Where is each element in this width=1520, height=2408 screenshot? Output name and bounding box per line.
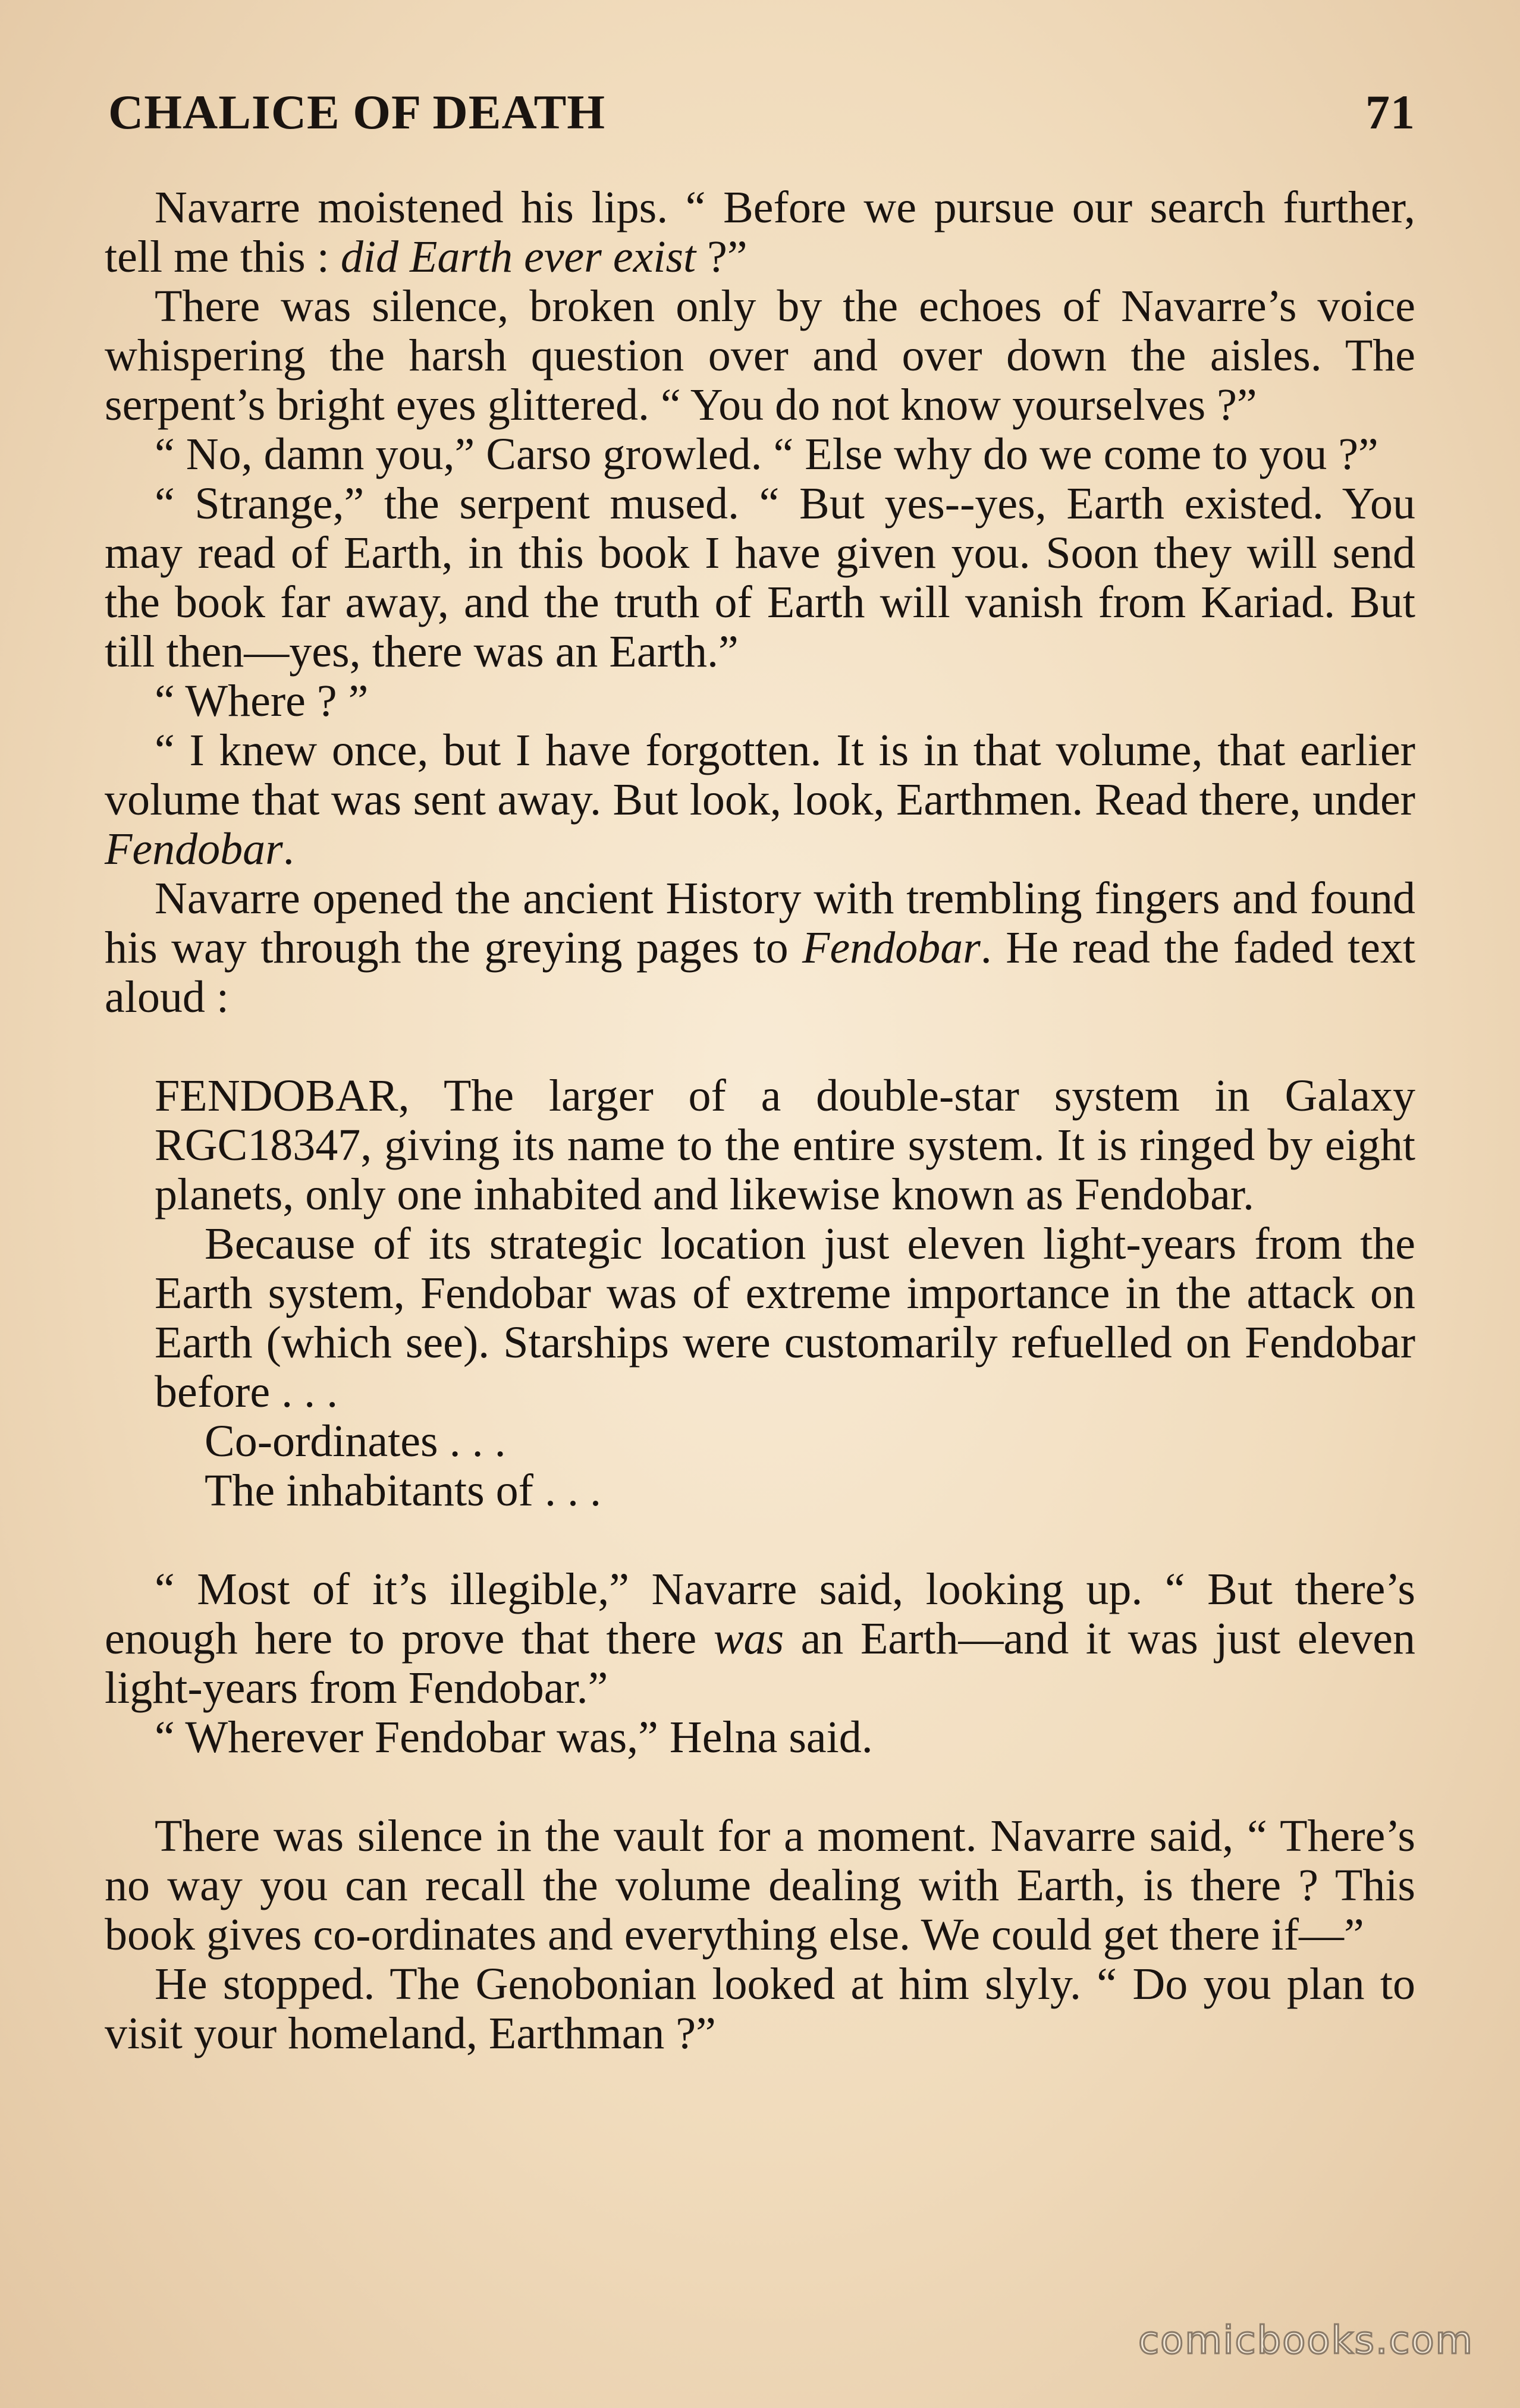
paragraph: Navarre moistened his lips. “ Before we pursue our search further, tell me this : did Earth ever exist ?” bbox=[105, 183, 1415, 282]
paragraph: “ Most of it’s illegible,” Navarre said, looking up. “ But there’s enough here to prove that there was an Earth—and it was just eleven light-years from Fendobar.” bbox=[105, 1564, 1416, 1713]
paragraph: There was silence in the vault for a moment. Navarre said, “ There’s no way you can recall the volume dealing with Earth, is there ? This book gives co-ordinates and everything else. We could get there if—” bbox=[105, 1811, 1415, 1960]
body-text bbox=[105, 183, 1415, 2058]
emphasis: was bbox=[713, 1614, 784, 1664]
emphasis: did Earth ever exist bbox=[340, 232, 696, 282]
entry-paragraph: Co-ordinates . . . bbox=[205, 1416, 506, 1466]
paragraph: There was silence, broken only by the echoes of Navarre’s voice whispering the harsh question over and over down the aisles. The serpent’s bright eyes glittered. “ You do not know yourselves ?” bbox=[105, 281, 1415, 430]
paragraph: He stopped. The Genobonian looked at him slyly. “ Do you plan to visit your homeland, Earthman ?” bbox=[105, 1959, 1415, 2058]
running-head bbox=[108, 84, 1415, 150]
emphasis: Fendobar bbox=[802, 923, 981, 973]
paragraph: “ I knew once, but I have forgotten. It is in that volume, that earlier volume that was sent away. But look, look, Earthmen. Read there, under Fendobar. bbox=[105, 725, 1415, 874]
page-number: 71 bbox=[1365, 85, 1415, 139]
entry-paragraph: The inhabitants of . . . bbox=[205, 1466, 601, 1516]
paragraph: “ Strange,” the serpent mused. “ But yes--yes, Earth existed. You may read of Earth, in this book I have given you. Soon they will send the book far away, and the truth of Earth will vanish from Kariad. But till then—yes, there was an Earth.” bbox=[105, 479, 1415, 677]
chapter-title: CHALICE OF DEATH bbox=[108, 85, 606, 139]
paragraph: Navarre opened the ancient History with trembling fingers and found his way through the greying pages to Fendobar. He read the faded text aloud : bbox=[105, 873, 1415, 1022]
paragraph: “ Where ? ” bbox=[155, 676, 369, 726]
emphasis: Fendobar bbox=[105, 824, 283, 874]
watermark-logo: comicbooks.com bbox=[1138, 2319, 1474, 2363]
paragraph: “ No, damn you,” Carso growled. “ Else why do we come to you ?” bbox=[155, 429, 1378, 479]
entry-paragraph: FENDOBAR, The larger of a double-star system in Galaxy RGC18347, giving its name to the entire system. It is ringed by eight planets, only one inhabited and likewise known as Fendobar. bbox=[155, 1071, 1415, 1219]
encyclopedia-entry bbox=[155, 1071, 1415, 1516]
paragraph: “ Wherever Fendobar was,” Helna said. bbox=[155, 1712, 873, 1762]
entry-paragraph: Because of its strategic location just eleven light-years from the Earth system, Fendobar was of extreme importance in the attack on Earth (which see). Starships were customarily refuelled on Fendobar before . . . bbox=[155, 1219, 1415, 1417]
